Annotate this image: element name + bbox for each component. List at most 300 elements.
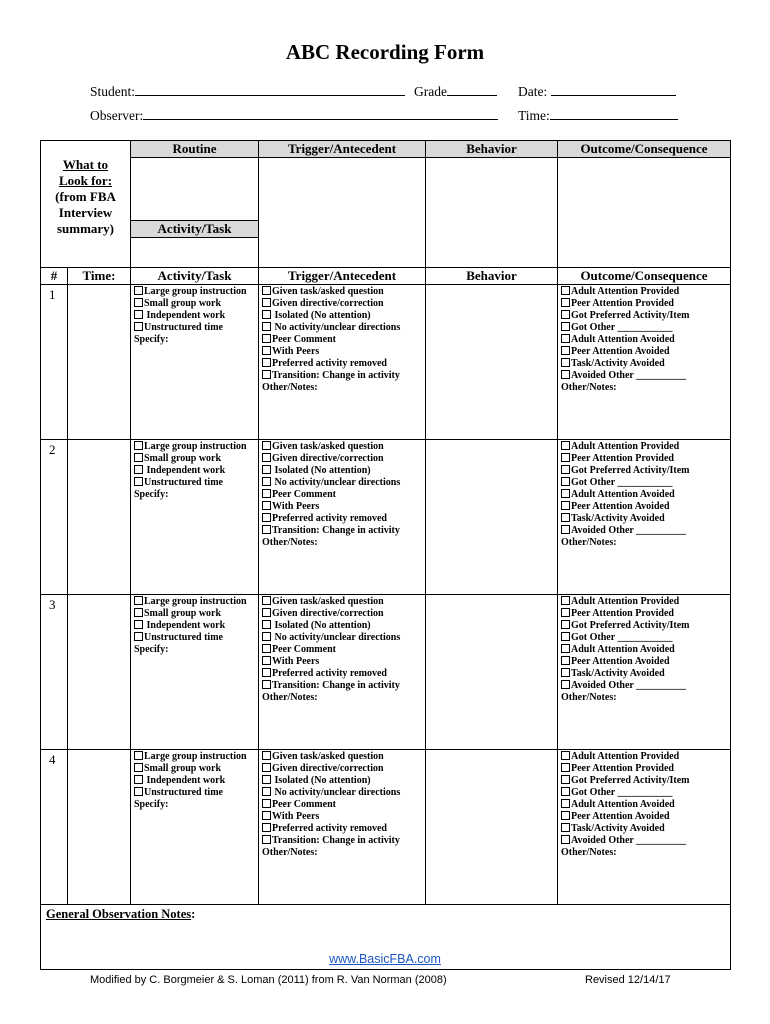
look-for-line-5: summary) <box>56 221 115 236</box>
trigger-options-item[interactable] <box>262 823 423 835</box>
checkbox[interactable] <box>134 608 143 617</box>
option-label: Adult Attention Provided <box>571 751 680 762</box>
observation-row <box>41 440 731 595</box>
activity-options-item[interactable] <box>134 441 256 453</box>
option-label: Large group instruction <box>144 286 247 297</box>
option-label: Given directive/correction <box>272 298 384 309</box>
activity-cell <box>131 440 259 595</box>
trigger-subheader: Trigger/Antecedent <box>259 268 426 285</box>
checkbox[interactable] <box>561 477 570 486</box>
checkbox[interactable] <box>134 787 143 796</box>
trigger-cell <box>259 285 426 440</box>
credit-text: Modified by C. Borgmeier & S. Loman (2011) from R. Van Norman (2008) <box>90 974 447 986</box>
checkbox[interactable] <box>561 465 570 474</box>
outcome-options-item[interactable] <box>561 751 728 763</box>
checkbox[interactable] <box>134 465 143 474</box>
option-label: Transition: Change in activity <box>272 680 400 691</box>
checkbox[interactable] <box>262 310 271 319</box>
checkbox[interactable] <box>561 644 570 653</box>
activity-options-item[interactable] <box>134 608 256 620</box>
checkbox[interactable] <box>134 763 143 772</box>
option-label: Given task/asked question <box>272 441 384 452</box>
outcome-options-item[interactable] <box>561 286 728 298</box>
checkbox[interactable] <box>262 286 271 295</box>
checkbox[interactable] <box>561 346 570 355</box>
observer-label: Observer: <box>90 108 144 123</box>
outcome-cell <box>558 595 731 750</box>
checkbox[interactable] <box>561 453 570 462</box>
checkbox[interactable] <box>262 477 271 486</box>
checkbox[interactable] <box>561 668 570 677</box>
option-label: Preferred activity removed <box>272 513 387 524</box>
option-label: No activity/unclear directions <box>272 477 401 488</box>
outcome-options-item[interactable] <box>561 525 728 537</box>
activity-options-item[interactable] <box>134 322 256 334</box>
checkbox[interactable] <box>262 453 271 462</box>
option-label: Unstructured time <box>144 322 223 333</box>
checkbox[interactable] <box>561 656 570 665</box>
option-label: Preferred activity removed <box>272 358 387 369</box>
outcome-options-item[interactable] <box>561 346 728 358</box>
trigger-options-item[interactable] <box>262 370 423 382</box>
checkbox[interactable] <box>561 513 570 522</box>
option-label: Got Preferred Activity/Item <box>571 620 690 631</box>
basicfba-link[interactable]: www.BasicFBA.com <box>329 952 441 966</box>
checkbox[interactable] <box>561 525 570 534</box>
checkbox[interactable] <box>134 322 143 331</box>
trigger-options-item[interactable] <box>262 620 423 632</box>
outcome-options-item[interactable] <box>561 787 728 799</box>
row-number: 1 <box>41 285 68 440</box>
option-label: Isolated (No attention) <box>272 620 371 631</box>
outcome-options-item[interactable] <box>561 441 728 453</box>
checkbox[interactable] <box>561 334 570 343</box>
outcome-options-item[interactable] <box>561 489 728 501</box>
option-label: Isolated (No attention) <box>272 310 371 321</box>
look-for-spacer <box>41 237 131 268</box>
option-label: Peer Attention Provided <box>571 608 674 619</box>
number-header: # <box>41 268 68 285</box>
specify-label: Specify: <box>134 644 169 655</box>
option-label: Small group work <box>144 453 222 464</box>
option-label: Isolated (No attention) <box>272 775 371 786</box>
trigger-options-item[interactable] <box>262 477 423 489</box>
trigger-options-item[interactable] <box>262 811 423 823</box>
activity-lookfor-cell[interactable] <box>131 237 259 268</box>
outcome-options-item[interactable] <box>561 608 728 620</box>
trigger-options-item[interactable] <box>262 775 423 787</box>
option-label: Independent work <box>144 620 226 631</box>
observer-line[interactable] <box>143 107 498 120</box>
activity-options-item[interactable] <box>134 632 256 644</box>
option-label: Unstructured time <box>144 632 223 643</box>
outcome-options-item[interactable] <box>561 680 728 692</box>
activity-cell <box>131 285 259 440</box>
trigger-cell <box>259 440 426 595</box>
time-cell[interactable] <box>68 595 131 750</box>
option-label: Small group work <box>144 763 222 774</box>
checkbox[interactable] <box>262 799 271 808</box>
trigger-options-item[interactable] <box>262 751 423 763</box>
trigger-options-item[interactable] <box>262 656 423 668</box>
checkbox[interactable] <box>262 811 271 820</box>
option-label: Got Other ___________ <box>571 322 673 333</box>
option-label: Peer Attention Avoided <box>571 811 670 822</box>
checkbox[interactable] <box>262 358 271 367</box>
checkbox[interactable] <box>561 751 570 760</box>
option-label: Peer Attention Provided <box>571 453 674 464</box>
behavior-cell[interactable] <box>426 440 558 595</box>
checkbox[interactable] <box>262 441 271 450</box>
activity-options-item[interactable] <box>134 751 256 763</box>
look-for-cell <box>41 141 131 238</box>
option-label: Preferred activity removed <box>272 668 387 679</box>
trigger-options-item[interactable] <box>262 441 423 453</box>
activity-options-item[interactable] <box>134 787 256 799</box>
option-label: Adult Attention Provided <box>571 286 680 297</box>
option-label: Peer Attention Provided <box>571 298 674 309</box>
checkbox[interactable] <box>561 441 570 450</box>
revised-date: Revised 12/14/17 <box>585 974 671 986</box>
outcome-options-item[interactable] <box>561 799 728 811</box>
time-field[interactable] <box>518 107 678 124</box>
trigger-options-item[interactable] <box>262 680 423 692</box>
checkbox[interactable] <box>262 334 271 343</box>
activity-options-item[interactable] <box>134 775 256 787</box>
checkbox[interactable] <box>262 656 271 665</box>
checkbox[interactable] <box>262 620 271 629</box>
outcome-options-item[interactable] <box>561 298 728 310</box>
trigger-options-item[interactable] <box>262 286 423 298</box>
outcome-options-item[interactable] <box>561 513 728 525</box>
option-label: Peer Attention Provided <box>571 763 674 774</box>
checkbox[interactable] <box>262 370 271 379</box>
option-label: Avoided Other __________ <box>571 835 687 846</box>
option-label: With Peers <box>272 811 320 822</box>
option-label: Given task/asked question <box>272 596 384 607</box>
checkbox[interactable] <box>134 310 143 319</box>
option-label: Task/Activity Avoided <box>571 513 665 524</box>
outcome-options-item[interactable] <box>561 620 728 632</box>
outcome-options-item[interactable] <box>561 835 728 847</box>
trigger-options-item[interactable] <box>262 632 423 644</box>
observation-row <box>41 285 731 440</box>
activity-options-item[interactable] <box>134 298 256 310</box>
checkbox[interactable] <box>134 775 143 784</box>
outcome-options-item[interactable] <box>561 811 728 823</box>
checkbox[interactable] <box>561 298 570 307</box>
option-label: Independent work <box>144 775 226 786</box>
option-label: Avoided Other __________ <box>571 370 687 381</box>
checkbox[interactable] <box>262 298 271 307</box>
other-notes-label: Other/Notes: <box>561 537 617 548</box>
trigger-options-item[interactable] <box>262 763 423 775</box>
checkbox[interactable] <box>561 799 570 808</box>
outcome-options-item[interactable] <box>561 596 728 608</box>
outcome-options-item[interactable] <box>561 477 728 489</box>
option-label: Large group instruction <box>144 441 247 452</box>
outcome-options-item[interactable] <box>561 465 728 477</box>
trigger-options-item[interactable] <box>262 835 423 847</box>
checkbox[interactable] <box>134 620 143 629</box>
other-notes-label: Other/Notes: <box>262 847 318 858</box>
checkbox[interactable] <box>561 680 570 689</box>
option-label: Adult Attention Avoided <box>571 334 675 345</box>
checkbox[interactable] <box>561 489 570 498</box>
checkbox[interactable] <box>262 787 271 796</box>
specify-label: Specify: <box>134 489 169 500</box>
outcome-options-item[interactable] <box>561 358 728 370</box>
behavior-header: Behavior <box>426 141 558 158</box>
form-title: ABC Recording Form <box>285 40 485 64</box>
checkbox[interactable] <box>262 763 271 772</box>
general-notes-colon: : <box>191 907 196 921</box>
time-header: Time: <box>68 268 131 285</box>
option-label: Transition: Change in activity <box>272 370 400 381</box>
other-notes-label: Other/Notes: <box>561 692 617 703</box>
outcome-options-item[interactable] <box>561 501 728 513</box>
checkbox[interactable] <box>134 441 143 450</box>
checkbox[interactable] <box>561 775 570 784</box>
outcome-lookfor-cell[interactable] <box>558 158 731 268</box>
look-for-line-1: What to <box>62 157 109 172</box>
activity-options-item[interactable] <box>134 465 256 477</box>
time-cell[interactable] <box>68 750 131 905</box>
option-label: Got Other ___________ <box>571 787 673 798</box>
checkbox[interactable] <box>561 358 570 367</box>
option-label: Avoided Other __________ <box>571 525 687 536</box>
activity-task-subheader: Activity/Task <box>131 268 259 285</box>
outcome-options-item[interactable] <box>561 823 728 835</box>
grade-line[interactable] <box>447 83 497 96</box>
trigger-options-item[interactable] <box>262 787 423 799</box>
time-cell[interactable] <box>68 285 131 440</box>
grade-field[interactable] <box>414 83 497 100</box>
activity-options-item[interactable] <box>134 620 256 632</box>
option-label: Adult Attention Provided <box>571 441 680 452</box>
option-label: No activity/unclear directions <box>272 787 401 798</box>
outcome-options-item[interactable] <box>561 656 728 668</box>
trigger-options-item[interactable] <box>262 465 423 477</box>
observation-row <box>41 750 731 905</box>
outcome-options-item[interactable] <box>561 632 728 644</box>
checkbox[interactable] <box>134 751 143 760</box>
checkbox[interactable] <box>262 525 271 534</box>
general-notes-label: General Observation Notes <box>46 907 192 921</box>
trigger-options-item[interactable] <box>262 608 423 620</box>
checkbox[interactable] <box>561 322 570 331</box>
outcome-options-item[interactable] <box>561 310 728 322</box>
checkbox[interactable] <box>561 632 570 641</box>
row-number: 4 <box>41 750 68 905</box>
outcome-cell <box>558 440 731 595</box>
checkbox[interactable] <box>134 453 143 462</box>
trigger-options-item[interactable] <box>262 453 423 465</box>
option-label: Peer Attention Avoided <box>571 501 670 512</box>
checkbox[interactable] <box>561 620 570 629</box>
outcome-header: Outcome/Consequence <box>558 141 731 158</box>
option-label: With Peers <box>272 656 320 667</box>
option-label: Adult Attention Provided <box>571 596 680 607</box>
checkbox[interactable] <box>134 477 143 486</box>
look-for-line-2: Look for: <box>58 173 113 188</box>
option-label: Peer Comment <box>272 799 336 810</box>
observation-rows <box>41 285 731 905</box>
option-label: Large group instruction <box>144 751 247 762</box>
checkbox[interactable] <box>134 298 143 307</box>
checkbox[interactable] <box>262 835 271 844</box>
checkbox[interactable] <box>262 501 271 510</box>
trigger-options-item[interactable] <box>262 644 423 656</box>
behavior-cell[interactable] <box>426 750 558 905</box>
option-label: Peer Attention Avoided <box>571 656 670 667</box>
trigger-options-item[interactable] <box>262 668 423 680</box>
trigger-options-item[interactable] <box>262 346 423 358</box>
option-label: Task/Activity Avoided <box>571 668 665 679</box>
option-label: Transition: Change in activity <box>272 525 400 536</box>
student-label: Student: <box>90 84 136 99</box>
trigger-options-item[interactable] <box>262 489 423 501</box>
option-label: Given directive/correction <box>272 453 384 464</box>
checkbox[interactable] <box>561 370 570 379</box>
trigger-options-item[interactable] <box>262 334 423 346</box>
option-label: Got Other ___________ <box>571 632 673 643</box>
checkbox[interactable] <box>134 632 143 641</box>
activity-cell <box>131 595 259 750</box>
observer-field[interactable] <box>90 107 498 124</box>
option-label: Given task/asked question <box>272 286 384 297</box>
option-label: Independent work <box>144 310 226 321</box>
checkbox[interactable] <box>262 668 271 677</box>
behavior-cell[interactable] <box>426 595 558 750</box>
student-line[interactable] <box>135 83 405 96</box>
option-label: Got Preferred Activity/Item <box>571 465 690 476</box>
checkbox[interactable] <box>561 501 570 510</box>
option-label: Avoided Other __________ <box>571 680 687 691</box>
checkbox[interactable] <box>561 596 570 605</box>
option-label: Isolated (No attention) <box>272 465 371 476</box>
option-label: Got Preferred Activity/Item <box>571 775 690 786</box>
outcome-options-item[interactable] <box>561 775 728 787</box>
outcome-options-item[interactable] <box>561 370 728 382</box>
option-label: Peer Comment <box>272 334 336 345</box>
checkbox[interactable] <box>262 823 271 832</box>
trigger-cell <box>259 595 426 750</box>
option-label: No activity/unclear directions <box>272 632 401 643</box>
checkbox[interactable] <box>561 823 570 832</box>
option-label: Large group instruction <box>144 596 247 607</box>
activity-options-item[interactable] <box>134 477 256 489</box>
checkbox[interactable] <box>262 465 271 474</box>
checkbox[interactable] <box>134 286 143 295</box>
activity-options-item[interactable] <box>134 286 256 298</box>
trigger-options-item[interactable] <box>262 513 423 525</box>
checkbox[interactable] <box>262 322 271 331</box>
checkbox[interactable] <box>262 346 271 355</box>
checkbox[interactable] <box>561 310 570 319</box>
checkbox[interactable] <box>561 608 570 617</box>
outcome-subheader: Outcome/Consequence <box>558 268 731 285</box>
behavior-lookfor-cell[interactable] <box>426 158 558 268</box>
checkbox[interactable] <box>262 632 271 641</box>
date-line[interactable] <box>551 83 676 96</box>
outcome-options-item[interactable] <box>561 334 728 346</box>
trigger-options-item[interactable] <box>262 322 423 334</box>
activity-cell <box>131 750 259 905</box>
checkbox[interactable] <box>262 644 271 653</box>
option-label: Adult Attention Avoided <box>571 644 675 655</box>
trigger-lookfor-cell[interactable] <box>259 158 426 268</box>
checkbox[interactable] <box>262 489 271 498</box>
student-field[interactable] <box>90 83 405 100</box>
option-label: With Peers <box>272 346 320 357</box>
look-for-line-3: (from FBA <box>55 189 116 204</box>
activity-options-item[interactable] <box>134 763 256 775</box>
checkbox[interactable] <box>262 608 271 617</box>
checkbox[interactable] <box>262 513 271 522</box>
trigger-options-item[interactable] <box>262 501 423 513</box>
option-label: Given task/asked question <box>272 751 384 762</box>
activity-options-item[interactable] <box>134 310 256 322</box>
trigger-options-item[interactable] <box>262 298 423 310</box>
observation-row <box>41 595 731 750</box>
checkbox[interactable] <box>262 596 271 605</box>
checkbox[interactable] <box>561 787 570 796</box>
look-for-line-4: Interview <box>58 205 113 220</box>
checkbox[interactable] <box>134 596 143 605</box>
specify-label: Specify: <box>134 334 169 345</box>
time-line[interactable] <box>550 107 678 120</box>
routine-lookfor-cell[interactable] <box>131 158 259 221</box>
trigger-options-item[interactable] <box>262 799 423 811</box>
option-label: Got Other ___________ <box>571 477 673 488</box>
outcome-options-item[interactable] <box>561 644 728 656</box>
trigger-options-item[interactable] <box>262 310 423 322</box>
checkbox[interactable] <box>561 811 570 820</box>
trigger-options-item[interactable] <box>262 525 423 537</box>
option-label: Got Preferred Activity/Item <box>571 310 690 321</box>
trigger-options-item[interactable] <box>262 358 423 370</box>
option-label: Small group work <box>144 608 222 619</box>
checkbox[interactable] <box>262 775 271 784</box>
option-label: Unstructured time <box>144 477 223 488</box>
option-label: Given directive/correction <box>272 608 384 619</box>
other-notes-label: Other/Notes: <box>262 537 318 548</box>
checkbox[interactable] <box>262 680 271 689</box>
abc-table <box>40 140 731 970</box>
row-number: 3 <box>41 595 68 750</box>
date-field[interactable] <box>518 83 676 100</box>
option-label: Peer Comment <box>272 489 336 500</box>
outcome-options-item[interactable] <box>561 763 728 775</box>
checkbox[interactable] <box>561 286 570 295</box>
activity-options-item[interactable] <box>134 453 256 465</box>
option-label: Independent work <box>144 465 226 476</box>
checkbox[interactable] <box>262 751 271 760</box>
outcome-options-item[interactable] <box>561 453 728 465</box>
option-label: Adult Attention Avoided <box>571 489 675 500</box>
outcome-options-item[interactable] <box>561 668 728 680</box>
outcome-options-item[interactable] <box>561 322 728 334</box>
option-label: Unstructured time <box>144 787 223 798</box>
checkbox[interactable] <box>561 835 570 844</box>
checkbox[interactable] <box>561 763 570 772</box>
trigger-options-item[interactable] <box>262 596 423 608</box>
activity-options-item[interactable] <box>134 596 256 608</box>
time-cell[interactable] <box>68 440 131 595</box>
option-label: Preferred activity removed <box>272 823 387 834</box>
behavior-cell[interactable] <box>426 285 558 440</box>
